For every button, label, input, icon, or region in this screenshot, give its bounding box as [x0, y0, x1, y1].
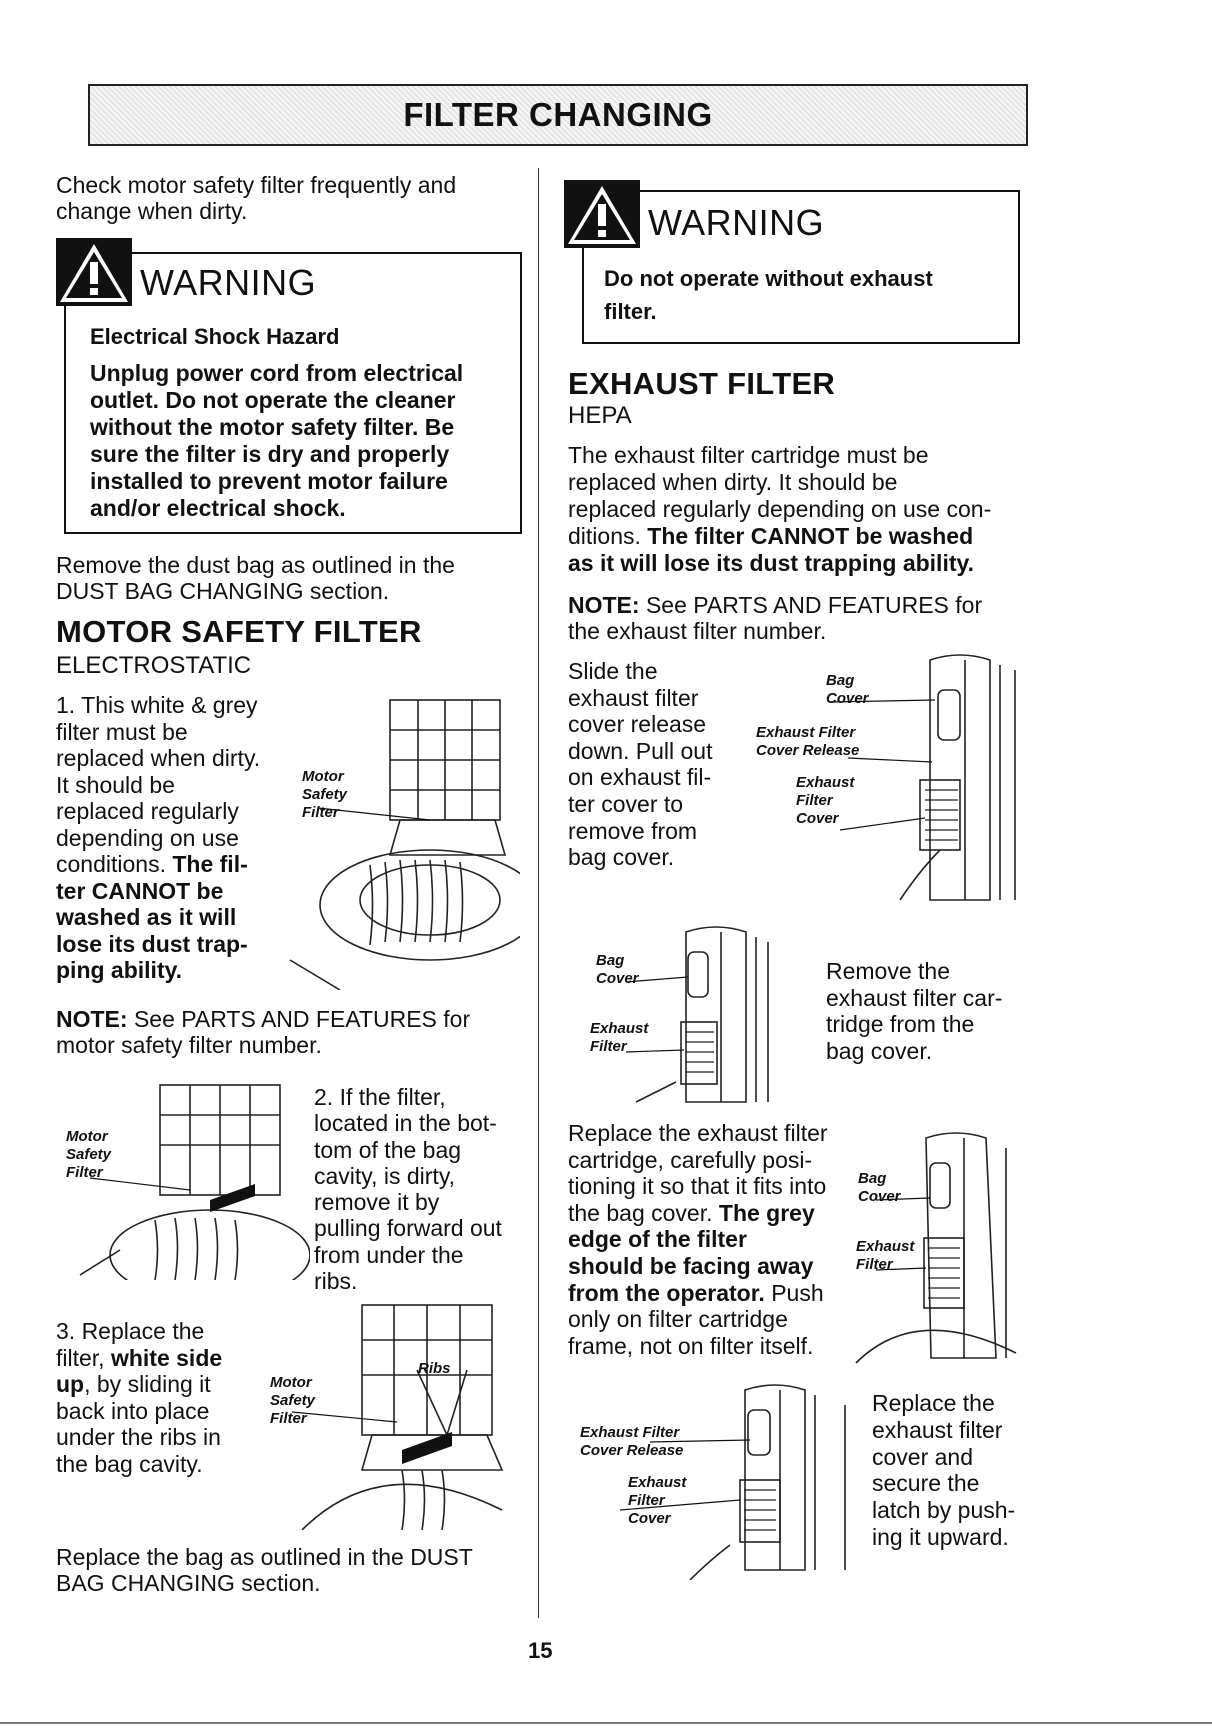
step-2-text: 2. If the filter, located in the bot- tom of the bag cavity, is dirty, remove it by pulling forward out from under the ribs.	[314, 1084, 502, 1295]
remove-cartridge-text: Remove the exhaust filter car- tridge from the bag cover.	[826, 958, 1003, 1065]
exhaust-paragraph: The exhaust filter cartridge must be replaced when dirty. It should be replaced regularly depending on use con- ditions. The filter CANNOT be washed as it will lose its dust trapping ability.	[568, 442, 992, 576]
column-divider	[538, 168, 539, 1618]
callout-motor-safety-filter-3: Motor Safety Filter	[270, 1374, 316, 1427]
slide-text: Slide the exhaust filter cover release down. Pull out on exhaust fil- ter cover to remove from bag cover.	[568, 658, 713, 871]
intro-text: Check motor safety filter frequently and change when dirty.	[56, 172, 457, 224]
callout-exhaust-filter-cover-release-1: Exhaust Filter Cover Release	[756, 724, 860, 759]
callout-bag-cover-1: Bag Cover	[826, 672, 869, 707]
motor-filter-subheading: ELECTROSTATIC	[56, 652, 252, 679]
exhaust-cover-illustration-4	[580, 1380, 870, 1580]
right-note: NOTE: See PARTS AND FEATURES for the exhaust filter number.	[568, 592, 983, 644]
motor-filter-heading: MOTOR SAFETY FILTER	[56, 614, 422, 649]
page-number: 15	[528, 1638, 553, 1663]
callout-exhaust-filter-3: Exhaust Filter	[856, 1238, 915, 1273]
callout-exhaust-filter-2: Exhaust Filter	[590, 1020, 649, 1055]
callout-bag-cover-2: Bag Cover	[596, 952, 639, 987]
exhaust-filter-illustration-2	[586, 922, 806, 1112]
warning-text-left: Unplug power cord from electrical outlet. Do not operate the cleaner without the motor safety filter. Be sure the filter is dry and properly installed to prevent motor failure and/or electrical shock.	[90, 360, 464, 521]
exhaust-filter-subheading: HEPA	[568, 402, 632, 429]
replace-cartridge-text: Replace the exhaust filter cartridge, carefully posi- tioning it so that it fits into the bag cover. The grey edge of the filter should be facing away from the operator. Push only on filter cartridge frame, not on filter itself.	[568, 1120, 828, 1359]
hazard-label: Electrical Shock Hazard	[90, 324, 340, 349]
callout-bag-cover-3: Bag Cover	[858, 1170, 901, 1205]
warning-title-left: WARNING	[140, 262, 317, 303]
motor-filter-illustration-1	[280, 690, 520, 990]
callout-ribs: Ribs	[418, 1360, 451, 1377]
callout-exhaust-filter-cover-4: Exhaust Filter Cover	[628, 1474, 687, 1527]
warning-title-right: WARNING	[648, 202, 825, 243]
left-note: NOTE: See PARTS AND FEATURES for motor safety filter number.	[56, 1006, 471, 1058]
callout-motor-safety-filter-1: Motor Safety Filter	[302, 768, 348, 821]
callout-exhaust-filter-cover-release-4: Exhaust Filter Cover Release	[580, 1424, 684, 1459]
replace-bag-text: Replace the bag as outlined in the DUST BAG CHANGING section.	[56, 1544, 473, 1596]
warning-text-right: Do not operate without exhaust filter.	[604, 266, 933, 324]
remove-bag-text: Remove the dust bag as outlined in the DUST BAG CHANGING section.	[56, 552, 455, 604]
page-title: FILTER CHANGING	[403, 96, 713, 133]
bottom-rule	[0, 1722, 1212, 1724]
callout-exhaust-filter-cover-1: Exhaust Filter Cover	[796, 774, 855, 827]
warning-triangle-icon	[564, 180, 640, 248]
step-3-text: 3. Replace the filter, white side up, by sliding it back into place under the ribs in the bag cavity.	[56, 1318, 223, 1477]
warning-triangle-icon	[56, 238, 132, 306]
section-banner	[88, 84, 1028, 146]
step-1-text: 1. This white & grey filter must be replaced when dirty. It should be replaced regularly depending on use conditions. The fil- ter CANNOT be washed as it will lose its dust trap- ping ability.	[56, 692, 261, 983]
callout-motor-safety-filter-2: Motor Safety Filter	[66, 1128, 112, 1181]
exhaust-filter-heading: EXHAUST FILTER	[568, 366, 836, 401]
secure-latch-text: Replace the exhaust filter cover and secure the latch by push- ing it upward.	[872, 1390, 1016, 1550]
